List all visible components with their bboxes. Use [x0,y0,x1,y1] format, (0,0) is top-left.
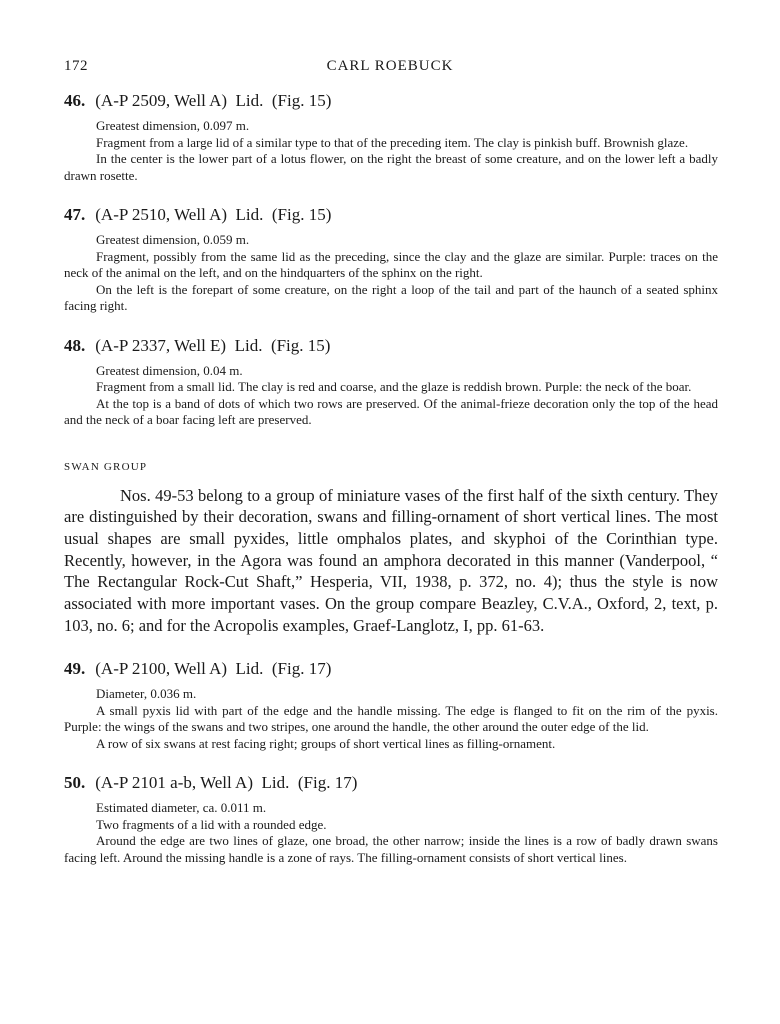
entry-reference: (A-P 2509, Well A) Lid. (Fig. 15) [95,91,332,110]
entry-paragraph: At the top is a band of dots of which two rows are preserved. Of the animal-frieze decoration only the top of the head and the neck of a boar facing left are preserved. [64,395,718,427]
entry-paragraph: Two fragments of a lid with a rounded edge. [96,816,327,832]
entry-heading [64,335,718,357]
running-head [64,58,716,78]
entry-paragraph: Greatest dimension, 0.04 m. [96,362,243,378]
catalogue-entry [64,772,718,866]
catalogue-entry [64,658,718,752]
entry-paragraph: A row of six swans at rest facing right; groups of short vertical lines as filling-ornament. [96,735,556,751]
entry-number: 47. [64,205,86,224]
catalogue-entry [64,204,718,315]
entry-heading [64,90,718,112]
entry-paragraph: Fragment from a large lid of a similar type to that of the preceding item. The clay is pinkish buff. Brownish glaze. [96,134,689,150]
entry-number: 50. [64,773,86,793]
entry-heading [64,658,718,680]
entry-paragraph: Estimated diameter, ca. 0.011 m. [96,800,267,816]
entry-paragraph: In the center is the lower part of a lotus flower, on the right the breast of some creature, and on the lower left a badly drawn rosette. [64,151,718,183]
catalogue-entry [64,90,718,184]
catalogue-entry [64,335,718,429]
section-label: SWAN GROUP [64,460,148,473]
entry-reference: (A-P 2337, Well E) Lid. (Fig. 15) [95,335,331,355]
entry-paragraph: Diameter, 0.036 m. [96,686,197,702]
catalogue-entries-top [64,90,718,429]
entry-reference: (A-P 2101 a-b, Well A) Lid. (Fig. 17) [95,773,358,793]
entry-reference: (A-P 2100, Well A) Lid. (Fig. 17) [95,659,332,679]
running-head-author: CARL ROEBUCK [326,58,454,74]
entry-heading [64,772,718,794]
entry-paragraph: Greatest dimension, 0.097 m. [96,118,250,133]
entry-paragraph: Fragment, possibly from the same lid as the preceding, since the clay and the glaze are similar. Purple: traces on the neck of the animal on the left, and on the hindquarters of the sphinx on the right. [64,248,718,280]
entry-paragraph: Greatest dimension, 0.059 m. [96,232,250,247]
entry-paragraph: Around the edge are two lines of glaze, one broad, the other narrow; inside the lines is a row of badly drawn swans facing left. Around the missing handle is a zone of rays. The filling-ornament consists of short vertical lines. [64,833,718,865]
entry-number: 48. [64,335,86,355]
entry-heading [64,204,718,226]
catalogue-entries-bottom [64,658,718,866]
entry-paragraph: Fragment from a small lid. The clay is red and coarse, and the glaze is reddish brown. Purple: the neck of the boar. [96,379,692,394]
page-body [64,90,718,886]
entry-paragraph: On the left is the forepart of some creature, on the right a loop of the tail and part of the haunch of a seated sphinx facing right. [64,281,718,313]
entry-number: 49. [64,659,86,679]
entry-paragraph: A small pyxis lid with part of the edge and the handle missing. The edge is flanged to fit on the rim of the pyxis. Purple: the wings of the swans and two stripes, one around the handle, the other around the outer edge of the lid. [64,702,718,735]
entry-number: 46. [64,91,86,110]
entry-reference: (A-P 2510, Well A) Lid. (Fig. 15) [95,205,332,224]
section-intro: Nos. 49-53 belong to a group of miniature vases of the first half of the sixth century. They are distinguished by their decoration, swans and filling-ornament of short vertical lines. The most usual shapes are small pyxides, little omphalos plates, and skyphoi of the Corinthian type. Recently, however, in the Agora was found an amphora decorated in this manner (Vanderpool, “ The Rectangular Rock-Cut Shaft,” Hesperia, VII, 1938, p. 372, no. 4); thus the style is now associated with more important vases. On the group compare Beazley, C.V.A., Oxford, 2, text, p. 103, no. 6; and for the Acropolis examples, Graef-Langlotz, I, pp. 61-63. [64,485,718,635]
page-number: 172 [64,58,88,74]
